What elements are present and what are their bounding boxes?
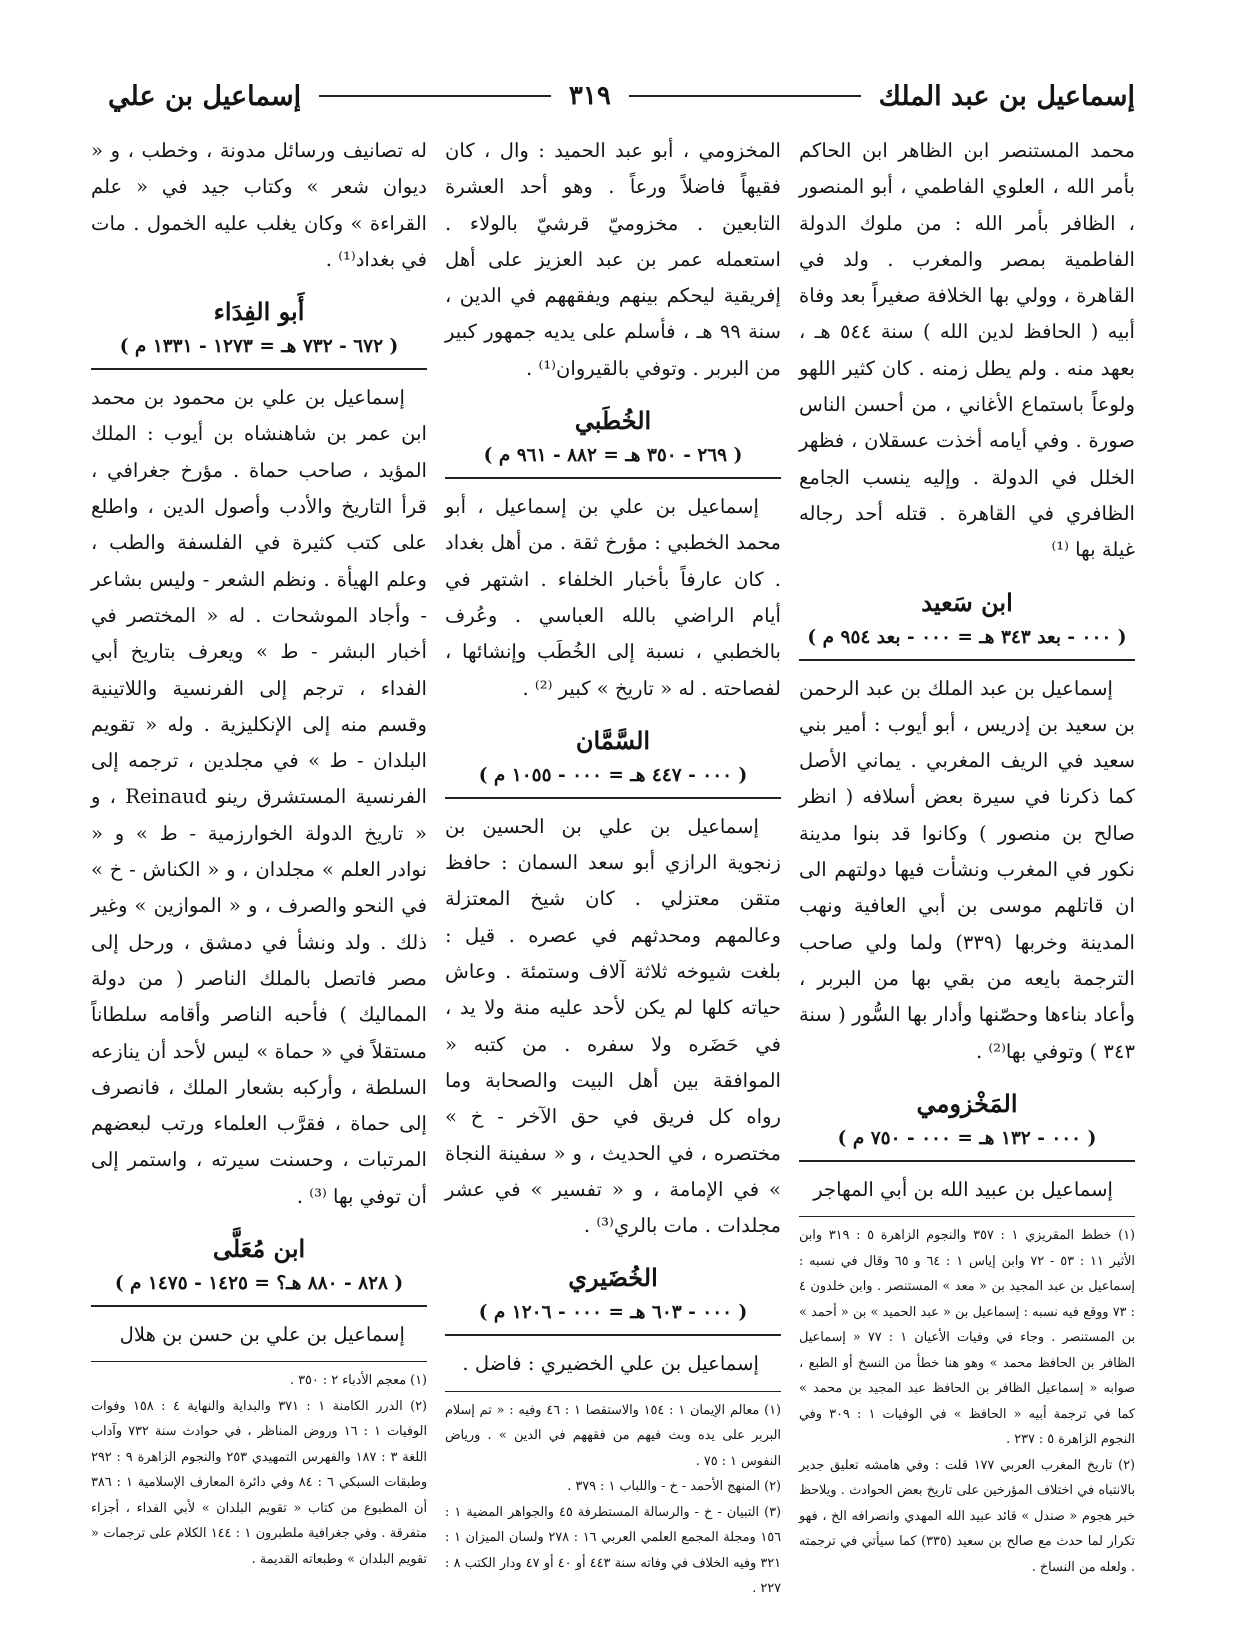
entry-text: إسماعيل بن عبيد الله بن أبي المهاجر bbox=[813, 1177, 1113, 1201]
entry-text: إسماعيل بن علي بن إسماعيل ، أبو محمد الخطبي : مؤرخ ثقة . من أهل بغداد . كان عارفاً بأخبار الخلفاء . اشتهر في أيام الراضي بالله العباسي . وعُرف بالخطبي ، نسبة إلى الخُطَب وإنشائها ، لفصاحته . له « تاريخ » كبير ⁽²⁾ . bbox=[445, 495, 781, 700]
entry-heading-khutabi bbox=[445, 403, 781, 479]
footnote: (٢) الدرر الكامنة ١ : ٣٧١ والبداية والنهاية ٤ : ١٥٨ وفوات الوفيات ١ : ١٦ وروض المناظر ، في حوادث سنة ٧٣٢ وآداب اللغة ٣ : ١٨٧ والفهرس التمهيدي ٢٥٣ والنجوم الزاهرة ٩ : ٢٩٢ وطبقات السبكي ٦ : ٨٤ وفي دائرة المعارف الإسلامية ١ : ٣٨٦ أن المطبوع من كتاب « تقويم البلدان » لأبي الفداء ، أجزاء متفرقة . وفي جغرافية ملطبرون ١ : ١٤٤ الكلام على ترجمات « تقويم البلدان » وطبعاته القديمة . bbox=[91, 1398, 428, 1567]
entry-heading-ibn-saeed bbox=[799, 585, 1135, 661]
column-middle bbox=[445, 133, 781, 1602]
running-header bbox=[108, 70, 1135, 122]
header-rule-left bbox=[319, 95, 551, 97]
entry-text: إسماعيل بن علي بن محمود بن محمد ابن عمر بن شاهنشاه بن أيوب : الملك المؤيد ، صاحب حماة . مؤرخ جغرافي ، قرأ التاريخ والأدب وأصول الدين ، واطلع على كتب كثيرة في الفلسفة والطب ، وعلم الهيأة . ونظم الشعر - وليس بشاعر - وأجاد الموشحات . له « المختصر في أخبار البشر - ط » ويعرف بتاريخ أبي الفداء ، ترجم إلى الفرنسية واللاتينية وقسم منه إلى الإنكليزية . وله « تقويم البلدان - ط » في مجلدين ، ترجمه إلى الفرنسية المستشرق رينو Reinaud ، و « تاريخ الدولة الخوارزمية - ط » و « نوادر العلم » مجلدان ، و « الكناش - خ » في النحو والصرف ، و « الموازين » وغير ذلك . ولد ونشأ في دمشق ، ورحل إلى مصر فاتصل بالملك الناصر ( من دولة المماليك ) فأحبه الناصر وأقامه سلطاناً مستقلاً في « حماة » ليس لأحد أن ينازعه السلطة ، وأركبه بشعار الملك ، فانصرف إلى حماة ، فقرَّب العلماء ورتب لبعضهم المرتبات ، وحسنت سيرته ، واستمر إلى أن توفي بها ⁽³⁾ . bbox=[91, 386, 427, 1208]
entry-dates: ( ٠٠٠ - بعد ٣٤٣ هـ = ٠٠٠ - بعد ٩٥٤ م ) bbox=[799, 621, 1135, 661]
entry-heading-samman bbox=[445, 723, 781, 799]
entry-heading-abul-fida bbox=[91, 294, 427, 370]
column-right bbox=[799, 133, 1135, 1580]
entry-title: ابن مُعَلَّى bbox=[212, 1234, 306, 1264]
header-rule-right bbox=[629, 95, 861, 97]
entry-continuation-text: محمد المستنصر ابن الظاهر ابن الحاكم بأمر الله ، العلوي الفاطمي ، أبو المنصور ، الظافر بأمر الله : من ملوك الدولة الفاطمية بمصر والمغرب . ولد في القاهرة ، وولي بها الخلافة صغيراً بعد وفاة أبيه ( الحافظ لدين الله ) سنة ٥٤٤ هـ ، بعهد منه . ولم يطل زمنه . كان كثير اللهو ولوعاً باستماع الأغاني ، من أحسن الناس صورة . وفي أيامه أخذت عسقلان ، فظهر الخلل في الدولة . وإليه ينسب الجامع الظافري في القاهرة . قتله أحد رجاله غيلة بها ⁽¹⁾ bbox=[799, 139, 1135, 562]
entry-title: المَخْزومي bbox=[916, 1088, 1018, 1118]
header-right-title: إسماعيل بن عبد الملك bbox=[878, 80, 1135, 112]
entry-title: أَبو الفِدَاء bbox=[213, 297, 305, 327]
entry-dates: ( ٨٢٨ - ٨٨٠ هـ؟ = ١٤٢٥ - ١٤٧٥ م ) bbox=[91, 1267, 427, 1307]
entry-title: السَّمَّان bbox=[575, 725, 651, 755]
entry-dates: ( ٢٦٩ - ٣٥٠ هـ = ٨٨٢ - ٩٦١ م ) bbox=[445, 439, 781, 479]
footnotes-left bbox=[91, 1361, 427, 1572]
footnotes-middle bbox=[445, 1391, 781, 1602]
entry-text: إسماعيل بن علي بن حسن بن هلال bbox=[119, 1323, 405, 1347]
entry-heading-khudayri bbox=[445, 1260, 781, 1336]
entry-text: إسماعيل بن علي الخضيري : فاضل . bbox=[462, 1352, 759, 1376]
entry-title: ابن سَعيد bbox=[921, 587, 1013, 617]
entry-dates: ( ٠٠٠ - ٦٠٣ هـ = ٠٠٠ - ١٢٠٦ م ) bbox=[445, 1296, 781, 1336]
footnote: (١) معالم الإيمان ١ : ١٥٤ والاستقصا ١ : ٤٦ وفيه : « تم إسلام البربر على يده وبث فيهم من فقههم في الدين » . ورياض النفوس ١ : ٧٥ . bbox=[445, 1402, 781, 1469]
entry-text: إسماعيل بن علي بن الحسين بن زنجوية الرازي أبو سعد السمان : حافظ متقن معتزلي . كان شيخ المعتزلة وعالمهم ومحدثهم في عصره . قيل : بلغت شيوخه ثلاثة آلاف وستمئة . وعاش حياته كلها لم يكن لأحد عليه منة ولا يد ، في حَضَره ولا سفره . من كتبه « الموافقة بين أهل البيت والصحابة وما رواه كل فريق في حق الآخر - خ » مختصره ، في الحديث ، و « سفينة النجاة » في الإمامة ، و « تفسير » في عشر مجلدات . مات بالري⁽³⁾ . bbox=[445, 814, 781, 1238]
entry-dates: ( ٠٠٠ - ١٣٢ هـ = ٠٠٠ - ٧٥٠ م ) bbox=[799, 1122, 1135, 1162]
header-left-title: إسماعيل بن علي bbox=[108, 80, 302, 112]
entry-text: إسماعيل بن عبد الملك بن عبد الرحمن بن سعيد بن إدريس ، أبو أيوب : أمير بني سعيد في الريف المغربي . يماني الأصل كما ذكرنا في سيرة بعض أسلافه ( انظر صالح بن منصور ) وكانوا قد بنوا مدينة نكور في المغرب ونشأت فيها دولتهم الى ان قاتلهم موسى بن أبي العافية ونهب المدينة وخربها (٣٣٩) ولما ولي صاحب الترجمة بايعه من بقي بها من البربر ، وأعاد بناءها وحصّنها وأدار بها السُّور ( سنة ٣٤٣ ) وتوفي بها⁽²⁾ . bbox=[799, 676, 1135, 1063]
footnotes-right bbox=[799, 1216, 1135, 1580]
entry-dates: ( ٠٠٠ - ٤٤٧ هـ = ٠٠٠ - ١٠٥٥ م ) bbox=[445, 759, 781, 799]
entry-heading-ibn-mualla bbox=[91, 1231, 427, 1307]
footnote: (٢) المنهج الأحمد - خ - واللباب ١ : ٣٧٩ . bbox=[567, 1479, 781, 1495]
entry-heading-makhzumi bbox=[799, 1086, 1135, 1162]
entry-title: الخُضَيري bbox=[568, 1263, 658, 1293]
footnote: (١) معجم الأدباء ٢ : ٣٥٠ . bbox=[290, 1373, 427, 1389]
column-left bbox=[91, 133, 427, 1572]
footnote: (٣) التبيان - خ - والرسالة المستطرفة ٤٥ والجواهر المضية ١ : ١٥٦ ومجلة المجمع العلمي العربي ١٦ : ٢٧٨ ولسان الميزان ١ : ٣٢١ وفيه الخلاف في وفاته سنة ٤٤٣ أو ٤٠ أو ٤٧ ودار الكتب ٨ : ٢٢٧ . bbox=[445, 1504, 782, 1597]
entry-title: الخُطَبي bbox=[574, 406, 652, 436]
entry-dates: ( ٦٧٢ - ٧٣٢ هـ = ١٢٧٣ - ١٣٣١ م ) bbox=[91, 330, 427, 370]
entry-continuation-text: المخزومي ، أبو عبد الحميد : وال ، كان فقيهاً فاضلاً ورعاً . وهو أحد العشرة التابعين . مخزوميّ قرشيّ بالولاء . استعمله عمر بن عبد العزيز على أهل إفريقية ليحكم بينهم ويفقههم في الدين ، سنة ٩٩ هـ ، فأسلم على يديه جمهور كبير من البربر . وتوفي بالقيروان⁽¹⁾ . bbox=[445, 139, 781, 380]
footnote: (٢) تاريخ المغرب العربي ١٧٧ قلت : وفي هامشه تعليق جدير بالانتباه في اختلاف المؤرخين على تاريخ بعض الحوادث . ويلاحظ خبر هجوم « صندل » قائد عبيد الله المهدي وانصرافه الخ ، فهو تكرار لما حدث مع صالح بن سعيد (٣٣٥) كما سيأتي في ترجمته . ولعله من النساخ . bbox=[799, 1457, 1135, 1575]
page-number: ٣١٩ bbox=[568, 81, 611, 111]
footnote: (١) خطط المقريزي ١ : ٣٥٧ والنجوم الزاهرة ٥ : ٣١٩ وابن الأثير ١١ : ٥٣ - ٧٢ وابن إياس ١ : ٦٤ و ٦٥ وقال في نسبه : إسماعيل بن عبد المجيد بن « معد » المستنصر . وابن خلدون ٤ : ٧٣ ووقع فيه نسبه : إسماعيل بن « عبد الحميد » بن « أحمد » بن المستنصر . وجاء في وفيات الأعيان ١ : ٧٧ « إسماعيل الظافر بن الحافظ محمد » وهو هنا خطأ من النسخ أو الطبع ، صوابه « إسماعيل الظافر بن الحافظ عبد المجيد بن محمد » كما في ترجمة أبيه « الحافظ » في الوفيات ١ : ٣٠٩ وفي النجوم الزاهرة ٥ : ٢٣٧ . bbox=[799, 1228, 1136, 1448]
entry-continuation-text: له تصانيف ورسائل مدونة ، وخطب ، و « ديوان شعر » وكتاب جيد في « علم القراءة » وكان يغلب عليه الخمول . مات في بغداد⁽¹⁾ . bbox=[91, 139, 427, 271]
